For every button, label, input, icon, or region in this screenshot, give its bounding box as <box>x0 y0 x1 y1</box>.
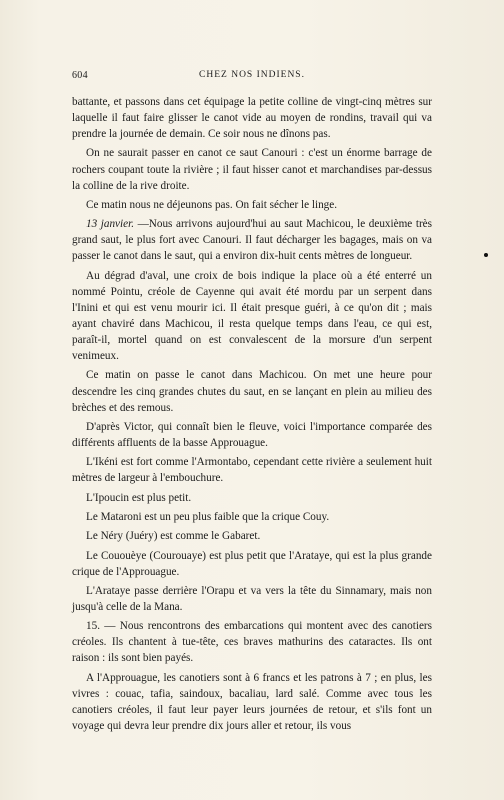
paragraph: A l'Approuague, les canotiers sont à 6 francs et les patrons à 7 ; en plus, les vivres : couac, tafia, saindoux, bacaliau, lard salé. Comme avec tous les canotiers créoles, il faut leur payer leurs journées de retour, et s'ils font un voyage qui devra leur prendre dix jours aller et retour, ils vous <box>72 671 432 732</box>
paragraph: L'Ikéni est fort comme l'Armontabo, cependant cette rivière a seulement huit mètres de largeur à l'embouchure. <box>72 456 432 485</box>
paragraph: 15. — Nous rencontrons des embarcations qui montent avec des canotiers créoles. Ils chantent à tue-tête, ces braves mathurins des cataractes. Ils ont raison : ils sont bien payés. <box>72 620 432 665</box>
paragraph: L'Arataye passe derrière l'Orapu et va vers la tête du Sinnamary, mais non jusqu'à celle de la Mana. <box>72 584 432 613</box>
paragraph: Ce matin on passe le canot dans Machicou. On met une heure pour descendre les cinq grandes chutes du saut, en se lançant en plein au milieu des brèches et des remous. <box>72 369 432 414</box>
paragraph: D'après Victor, qui connaît bien le fleuve, voici l'importance comparée des différents affluents de la basse Approuague. <box>72 420 432 449</box>
ink-mark <box>484 253 488 257</box>
paragraph: Le Néry (Juéry) est comme le Gabaret. <box>86 530 261 543</box>
paragraph: Le Cououèye (Courouaye) est plus petit que l'Arataye, qui est la plus grande crique de l'Approuague. <box>72 549 432 578</box>
date-label: 13 janvier. <box>86 218 135 231</box>
page-number: 604 <box>72 70 88 81</box>
paragraph: Ce matin nous ne déjeunons pas. On fait sécher le linge. <box>86 198 338 211</box>
paragraph: On ne saurait passer en canot ce saut Canouri : c'est un énorme barrage de rochers coupant toute la rivière ; il faut hisser canot et marchandises par-dessus la colline de la rive droite. <box>72 147 432 192</box>
running-title: CHEZ NOS INDIENS. <box>199 70 305 80</box>
page-header <box>72 70 432 84</box>
paragraph: Le Mataroni est un peu plus faible que la crique Couy. <box>86 510 330 523</box>
paragraph-text: —Nous arrivons aujourd'hui au saut Machicou, le deuxième très grand saut, le plus fort avec Canouri. Il faut décharger les bagages, mais on va passer le canot dans le saut, qui a environ dix-huit cents mètres de longueur. <box>72 218 432 263</box>
dated-paragraph <box>72 216 432 264</box>
body-text <box>72 94 432 737</box>
paragraph: Au dégrad d'aval, une croix de bois indique la place où a été enterré un nommé Pointu, créole de Cayenne qui avait été mordu par un serpent dans l'Inini et qui est venu mourir ici. Il était presque guéri, à ce qu'on dit ; mais ayant chaviré dans Machicou, il resta quelque temps dans l'eau, ce qui est, paraît-il, mortel quand on est convalescent de la morsure d'un serpent venimeux. <box>72 269 432 363</box>
paragraph: battante, et passons dans cet équipage la petite colline de vingt-cinq mètres sur laquelle il faut faire glisser le canot vide au moyen de rondins, travail qui va prendre la journée de demain. Ce soir nous ne dînons pas. <box>72 96 432 141</box>
paragraph: L'Ipoucin est plus petit. <box>86 491 192 504</box>
